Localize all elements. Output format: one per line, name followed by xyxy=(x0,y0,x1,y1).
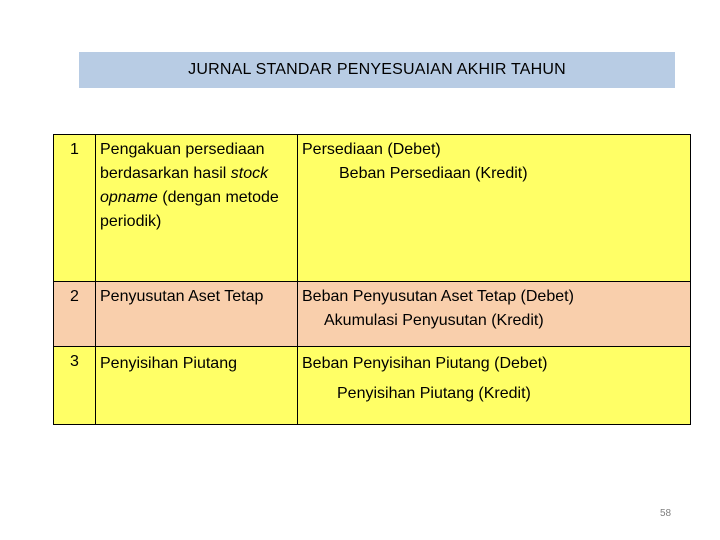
debit-entry: Persediaan (Debet) xyxy=(302,141,441,158)
description-text: (dengan metode periodik) xyxy=(100,189,279,230)
credit-entry: Penyisihan Piutang (Kredit) xyxy=(337,385,531,402)
credit-entry: Beban Persediaan (Kredit) xyxy=(339,165,528,182)
credit-entry: Akumulasi Penyusutan (Kredit) xyxy=(324,312,544,329)
row-number: 2 xyxy=(54,282,96,347)
page-number: 58 xyxy=(660,508,672,519)
row-number: 1 xyxy=(54,135,96,282)
row-entry xyxy=(298,282,691,347)
slide-title: JURNAL STANDAR PENYESUAIAN AKHIR TAHUN xyxy=(188,61,566,78)
description-text: Penyisihan Piutang xyxy=(100,355,237,372)
description-text: Penyusutan Aset Tetap xyxy=(100,288,264,305)
description-italic-text: stock opname xyxy=(100,165,269,206)
row-description xyxy=(96,135,298,282)
row-description xyxy=(96,347,298,425)
debit-entry: Beban Penyisihan Piutang (Debet) xyxy=(302,355,548,372)
row-entry xyxy=(298,135,691,282)
row-entry xyxy=(298,347,691,425)
row-description xyxy=(96,282,298,347)
debit-entry: Beban Penyusutan Aset Tetap (Debet) xyxy=(302,288,574,305)
adjusting-journal-table xyxy=(53,134,691,425)
description-text: Pengakuan persediaan berdasarkan hasil xyxy=(100,141,265,182)
table-row xyxy=(54,347,691,425)
table-row xyxy=(54,135,691,282)
slide-title-bar xyxy=(79,52,675,88)
row-number: 3 xyxy=(54,347,96,425)
table-row xyxy=(54,282,691,347)
